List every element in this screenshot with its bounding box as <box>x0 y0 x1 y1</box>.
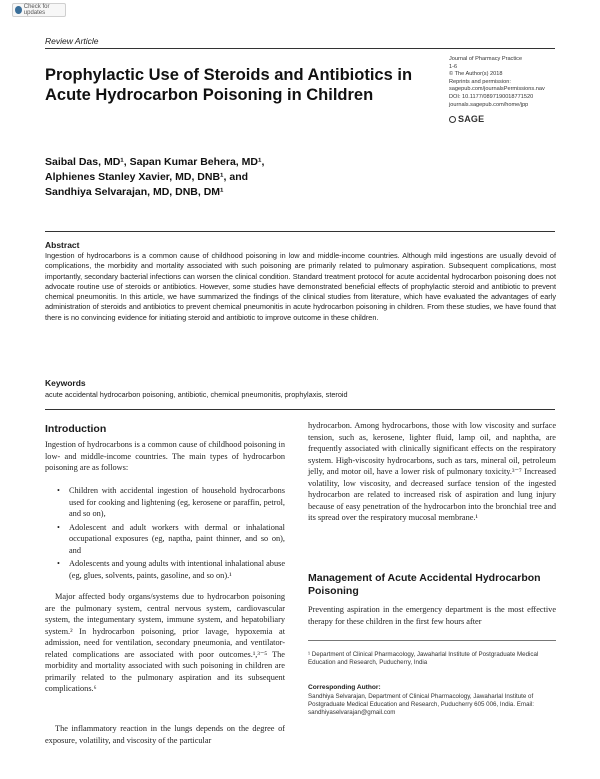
reprints-label: Reprints and permission: <box>449 78 511 85</box>
corresponding-author-heading: Corresponding Author: <box>308 684 381 691</box>
author-line: Saibal Das, MD¹, Sapan Kumar Behera, MD¹, <box>45 156 265 168</box>
affiliation-footnote: ¹ Department of Clinical Pharmacology, Jawaharlal Institute of Postgraduate Medical Education and Research, Puducherry, India <box>308 651 539 666</box>
top-divider <box>45 48 555 49</box>
intro-paragraph: Ingestion of hydrocarbons is a common cause of childhood poisoning in low- and middle-income countries. The main types of hydrocarbon poisoning are as follows: <box>45 440 285 472</box>
list-item: • Adolescent and adult workers with dermal or inhalational occupational exposures (eg, naptha, paint thinner, and so on), and <box>45 522 285 557</box>
corresponding-author-details: Sandhiya Selvarajan, Department of Clinical Pharmacology, Jawaharlal Institute of Postgraduate Medical Education and Research, Puducherry 605 006, India. Email: sandhiyaselvarajan@gmail.com <box>308 693 534 716</box>
keywords-heading: Keywords <box>45 378 86 388</box>
intro-paragraph: The inflammatory reaction in the lungs depends on the degree of exposure, volatility, and viscosity of the particular <box>45 724 285 745</box>
publisher-logo <box>449 114 484 124</box>
author-list <box>45 155 405 200</box>
intro-paragraph: Major affected body organs/systems due to hydrocarbon poisoning are the pulmonary system, central nervous system, cardiovascular system, the integumentary system, immune system, and hepatobiliary system.² In hydrocarbon poisoning, prior lavage, hypoxemia at admission, need for ventilation, secondary pneumonia, and ventilator-related complications are associated with poor outcomes.¹,³⁻⁵ The morbidity and mortality associated with such poisoning in children are primarily related to the pulmonary aspiration and its subsequent complications.⁶ <box>45 592 285 693</box>
footnote-divider <box>308 640 556 641</box>
sage-logo-icon <box>449 116 456 123</box>
management-heading: Management of Acute Accidental Hydrocarbon Poisoning <box>308 572 541 597</box>
badge-label: Check for updates <box>23 4 50 16</box>
journal-home-link[interactable]: journals.sagepub.com/home/jpp <box>449 101 529 108</box>
body-paragraph: hydrocarbon. Among hydrocarbons, those with low viscosity and surface tension, such as, kerosene, lighter fluid, lamp oil, and naphtha, are frequently associated with clinically significant effects on the respiratory system. High-viscosity hydrocarbons, such as tars, mineral oil, petroleum jelly, and motor oil, have a lower risk of pulmonary toxicity.³⁻⁷ Increased volatility, low viscosity, and decreased surface tension of the ingested hydrocarbon are related to increased risk of aspiration and lung injury because of easy penetration of the hydrocarbon into the bronchial tree and its spread over the respiratory mucosal membrane.¹ <box>308 421 556 522</box>
abstract-text: Ingestion of hydrocarbons is a common cause of childhood poisoning in low and middle-income countries. Although mild ingestions are usually devoid of complications, the morbidity and mortality associated with such poisoning are primarily related to pulmonary aspiration. Subsequent complications, most importantly, secondary bacterial infections can worsen the clinical condition. Standard treatment protocol for acute accidental hydrocarbon poisoning does not advocate routine use of steroids or antibiotics. However, some studies have demonstrated beneficial effects of prophylactic steroid and antibiotic to prevent chemical pneumonitis. In this article, we have summarized the findings of the clinical studies from literature, which have evaluated the advantages of early administration of steroids and antibiotics to prevent chemical pneumonitis in acute hydrocarbon poisoning in children. From these studies, we have found that there is no convincing evidence for initiating steroid and antibiotic to improve outcome in these children. <box>45 251 556 322</box>
hydrocarbon-types-list <box>45 485 285 583</box>
list-item: • Children with accidental ingestion of household hydrocarbons used for cooking and lightening (eg, kerosene or paraffin, petrol, and so on), <box>45 485 285 520</box>
check-for-updates-badge[interactable] <box>12 3 66 17</box>
introduction-heading: Introduction <box>45 423 107 435</box>
publisher-name: SAGE <box>458 114 485 124</box>
author-line: Sandhiya Selvarajan, MD, DNB, DM¹ <box>45 186 224 198</box>
abstract-heading: Abstract <box>45 240 80 250</box>
body-paragraph: Preventing aspiration in the emergency department is the most effective therapy for these children in the first few hours after <box>308 605 556 626</box>
article-title: Prophylactic Use of Steroids and Antibiotics in Acute Hydrocarbon Poisoning in Children <box>45 66 413 104</box>
article-type: Review Article <box>45 36 99 46</box>
keywords-text: acute accidental hydrocarbon poisoning, antibiotic, chemical pneumonitis, prophylaxis, steroid <box>45 390 348 399</box>
abstract-divider <box>45 231 555 232</box>
page-range: 1-6 <box>449 63 458 70</box>
permissions-link[interactable]: sagepub.com/journalsPermissions.nav <box>449 86 545 93</box>
author-line: Alphienes Stanley Xavier, MD, DNB¹, and <box>45 171 249 183</box>
check-updates-icon <box>15 6 22 14</box>
doi[interactable]: DOI: 10.1177/0897190018771520 <box>449 93 534 100</box>
keywords-divider <box>45 409 555 410</box>
copyright: © The Author(s) 2018 <box>449 71 503 78</box>
list-item: • Adolescents and young adults with intentional inhalational abuse (eg, glues, solvents, paints, gasoline, and so on).¹ <box>45 558 285 581</box>
journal-meta <box>449 56 569 109</box>
journal-name: Journal of Pharmacy Practice <box>449 56 523 62</box>
